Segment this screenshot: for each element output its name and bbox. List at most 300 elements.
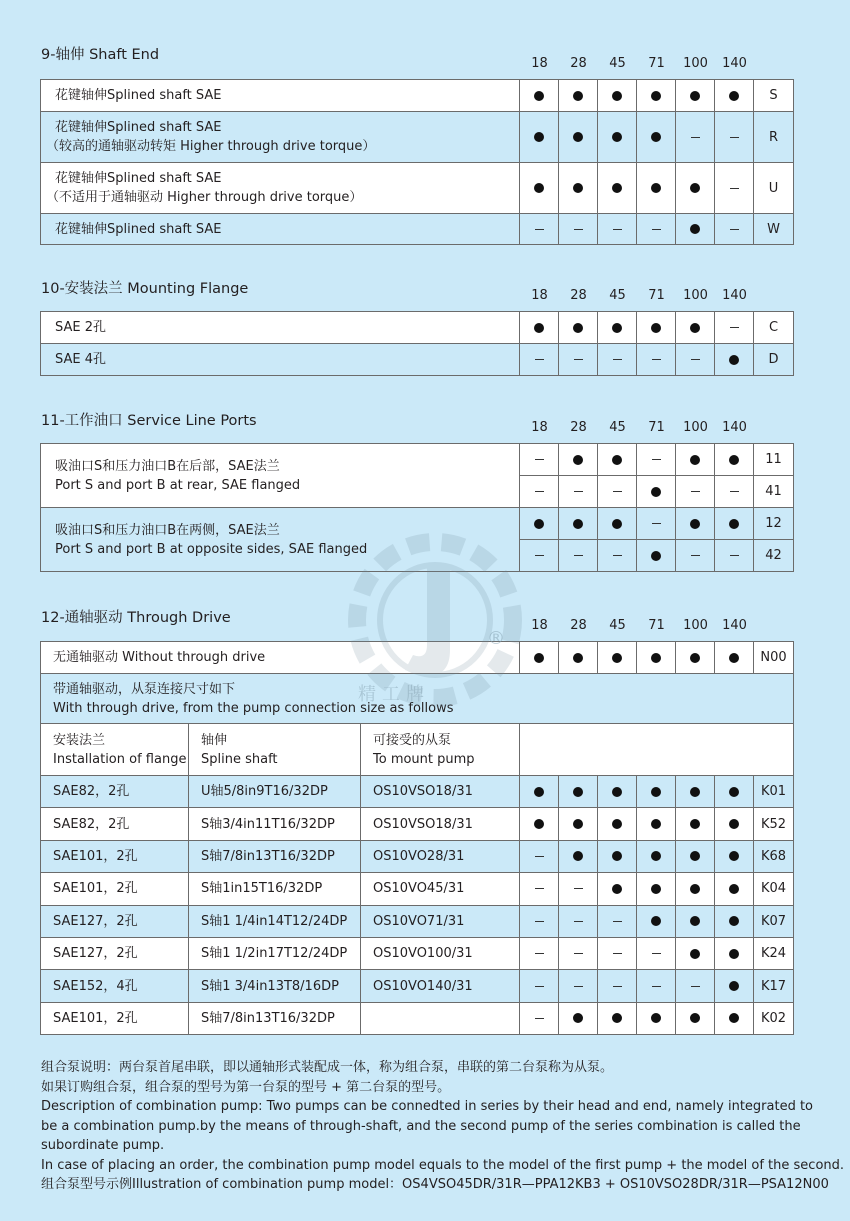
availability-cell [637, 80, 676, 112]
availability-cell [520, 905, 559, 937]
description-line: Port S and port B at rear, SAE flanged [55, 477, 301, 493]
availability-cell [520, 312, 559, 344]
availability-cell [598, 776, 637, 808]
availability-dot-icon [651, 323, 661, 333]
availability-dot-icon [651, 653, 661, 663]
description-line: 花键轴伸Splined shaft SAE [55, 171, 222, 186]
cell-pump: OS10VO71/31 [361, 905, 520, 937]
availability-dot-icon [573, 455, 583, 465]
availability-cell [559, 80, 598, 112]
availability-cell [715, 840, 754, 872]
size-label: 140 [722, 618, 747, 633]
availability-cell [676, 163, 715, 214]
availability-cell [676, 508, 715, 540]
availability-cell [676, 444, 715, 476]
availability-dash-icon [652, 953, 661, 954]
availability-cell [559, 873, 598, 905]
size-label: 18 [531, 420, 548, 435]
availability-cell [559, 214, 598, 245]
cell-shaft: S轴7/8in13T16/32DP [189, 840, 361, 872]
column-header-line: Spline shaft [201, 751, 278, 767]
availability-dot-icon [729, 884, 739, 894]
availability-dot-icon [612, 653, 622, 663]
availability-dash-icon [691, 359, 700, 360]
description-line: 花键轴伸Splined shaft SAE [55, 88, 222, 103]
description-line: 吸油口S和压力油口B在后部，SAE法兰 [55, 458, 280, 474]
availability-cell [559, 937, 598, 969]
availability-dot-icon [534, 91, 544, 101]
model-code: R [754, 112, 794, 163]
availability-cell [559, 508, 598, 540]
model-code: K68 [754, 840, 794, 872]
size-label: 100 [683, 618, 708, 633]
availability-cell [559, 476, 598, 508]
cell-pump: OS10VSO18/31 [361, 808, 520, 840]
availability-dot-icon [612, 819, 622, 829]
availability-dot-icon [612, 1013, 622, 1023]
availability-dot-icon [534, 132, 544, 142]
availability-dot-icon [573, 91, 583, 101]
availability-cell [598, 808, 637, 840]
section-title-shaft-end: 9-轴伸 Shaft End [41, 47, 160, 63]
availability-dash-icon [613, 953, 622, 954]
column-header-line: 安装法兰 [53, 732, 106, 748]
availability-dot-icon [651, 819, 661, 829]
availability-dot-icon [729, 981, 739, 991]
availability-dot-icon [612, 884, 622, 894]
availability-dash-icon [535, 888, 544, 889]
availability-cell [676, 808, 715, 840]
availability-cell [520, 163, 559, 214]
availability-dot-icon [690, 1013, 700, 1023]
availability-dot-icon [690, 323, 700, 333]
availability-dash-icon [613, 555, 622, 556]
size-label: 71 [648, 56, 665, 71]
availability-dot-icon [690, 183, 700, 193]
availability-cell [715, 937, 754, 969]
availability-cell [637, 808, 676, 840]
availability-cell [598, 873, 637, 905]
table-row [41, 163, 794, 214]
size-label: 100 [683, 288, 708, 303]
availability-cell [676, 214, 715, 245]
availability-dash-icon [730, 555, 739, 556]
column-header-line: 轴伸 [201, 732, 228, 748]
availability-dot-icon [651, 787, 661, 797]
availability-cell [598, 163, 637, 214]
size-label: 140 [722, 56, 747, 71]
note-line: Description of combination pump: Two pumps can be connedted in series by their head and end, namely integrated to [41, 1099, 814, 1114]
size-label: 71 [648, 618, 665, 633]
size-label: 100 [683, 56, 708, 71]
availability-cell [598, 540, 637, 572]
table-row [41, 214, 794, 245]
availability-cell [559, 163, 598, 214]
availability-dash-icon [613, 229, 622, 230]
watermark-text: 精工牌 [358, 684, 430, 705]
model-code: K01 [754, 776, 794, 808]
size-label: 45 [609, 420, 626, 435]
availability-cell [715, 642, 754, 674]
cell-flange: SAE101，2孔 [41, 1002, 189, 1034]
availability-dot-icon [729, 819, 739, 829]
availability-dot-icon [729, 787, 739, 797]
table-row [41, 970, 794, 1002]
availability-cell [520, 937, 559, 969]
cell-shaft: S轴1in15T16/32DP [189, 873, 361, 905]
note-line: subordinate pump. [41, 1138, 165, 1153]
availability-cell [637, 344, 676, 376]
availability-cell [559, 444, 598, 476]
availability-cell [637, 214, 676, 245]
availability-cell [559, 112, 598, 163]
availability-dash-icon [574, 888, 583, 889]
column-header [189, 724, 361, 776]
availability-cell [637, 937, 676, 969]
model-code: N00 [754, 642, 794, 674]
availability-cell [637, 540, 676, 572]
availability-dot-icon [612, 519, 622, 529]
model-code: K24 [754, 937, 794, 969]
availability-dot-icon [690, 519, 700, 529]
availability-dot-icon [612, 183, 622, 193]
availability-dot-icon [651, 487, 661, 497]
description-line: 吸油口S和压力油口B在两侧，SAE法兰 [55, 522, 280, 538]
availability-cell [520, 112, 559, 163]
availability-cell [520, 776, 559, 808]
availability-dot-icon [612, 851, 622, 861]
availability-cell [715, 970, 754, 1002]
availability-dot-icon [651, 132, 661, 142]
availability-dot-icon [690, 819, 700, 829]
availability-cell [715, 476, 754, 508]
availability-cell [676, 112, 715, 163]
row-description [41, 312, 520, 344]
availability-cell [520, 873, 559, 905]
availability-cell [637, 970, 676, 1002]
header-spacer [520, 724, 794, 776]
availability-cell [637, 840, 676, 872]
model-code: D [754, 344, 794, 376]
availability-cell [676, 642, 715, 674]
availability-cell [715, 1002, 754, 1034]
availability-dash-icon [574, 229, 583, 230]
availability-cell [676, 312, 715, 344]
availability-cell [637, 873, 676, 905]
cell-flange: SAE127，2孔 [41, 937, 189, 969]
availability-dot-icon [729, 355, 739, 365]
availability-cell [637, 163, 676, 214]
availability-dot-icon [573, 519, 583, 529]
column-header-line: 可接受的从泵 [373, 732, 452, 748]
table-row [41, 344, 794, 376]
availability-dot-icon [612, 132, 622, 142]
description-line: （不适用于通轴驱动 Higher through drive torque） [46, 190, 363, 205]
row-description [41, 112, 520, 163]
availability-cell [598, 214, 637, 245]
table-row [41, 1002, 794, 1034]
size-header-service-line-ports [0, 420, 850, 436]
availability-cell [637, 476, 676, 508]
size-label: 28 [570, 618, 587, 633]
availability-cell [520, 344, 559, 376]
availability-cell [559, 970, 598, 1002]
availability-dot-icon [651, 551, 661, 561]
availability-cell [598, 344, 637, 376]
size-label: 28 [570, 56, 587, 71]
availability-dot-icon [573, 819, 583, 829]
availability-dot-icon [534, 519, 544, 529]
availability-dot-icon [690, 224, 700, 234]
table-row [41, 112, 794, 163]
cell-pump: OS10VO100/31 [361, 937, 520, 969]
availability-cell [715, 344, 754, 376]
availability-cell [676, 344, 715, 376]
availability-cell [676, 905, 715, 937]
model-code: K07 [754, 905, 794, 937]
mounting-flange-table [40, 311, 794, 376]
table-row [41, 873, 794, 905]
cell-shaft: S轴1 1/4in14T12/24DP [189, 905, 361, 937]
availability-dot-icon [651, 851, 661, 861]
availability-dash-icon [574, 491, 583, 492]
column-header [41, 724, 189, 776]
availability-cell [637, 312, 676, 344]
model-code: W [754, 214, 794, 245]
availability-dash-icon [535, 491, 544, 492]
availability-dot-icon [729, 1013, 739, 1023]
availability-cell [559, 642, 598, 674]
shaft-end-table [40, 79, 794, 245]
combination-pump-notes [41, 1058, 845, 1195]
model-code: S [754, 80, 794, 112]
note-line: 如果订购组合泵，组合泵的型号为第一台泵的型号 + 第二台泵的型号。 [41, 1079, 451, 1095]
model-code: K52 [754, 808, 794, 840]
note-line: In case of placing an order, the combination pump model equals to the model of the first pump + the model of the second. [41, 1157, 845, 1173]
availability-dash-icon [535, 921, 544, 922]
availability-dash-icon [574, 986, 583, 987]
availability-cell [598, 312, 637, 344]
availability-cell [598, 476, 637, 508]
section-title-through-drive: 12-通轴驱动 Through Drive [41, 610, 231, 626]
availability-cell [559, 540, 598, 572]
size-label: 28 [570, 288, 587, 303]
model-code: K02 [754, 1002, 794, 1034]
availability-dot-icon [651, 884, 661, 894]
note-line: 组合泵型号示例Illustration of combination pump model：OS4VSO45DR/31R—PPA12KB3 + OS10VSO28DR/31R—PSA12N00 [41, 1177, 829, 1192]
description-line: 花键轴伸Splined shaft SAE [55, 120, 222, 135]
availability-cell [676, 970, 715, 1002]
availability-dot-icon [729, 653, 739, 663]
description-line: With through drive, from the pump connection size as follows [53, 700, 454, 716]
description-line: Port S and port B at opposite sides, SAE flanged [55, 541, 368, 557]
availability-cell [715, 776, 754, 808]
availability-cell [715, 873, 754, 905]
availability-cell [676, 80, 715, 112]
model-code: U [754, 163, 794, 214]
availability-cell [520, 444, 559, 476]
column-header-line: To mount pump [373, 751, 475, 767]
availability-cell [520, 840, 559, 872]
row-description [41, 80, 520, 112]
availability-cell [715, 312, 754, 344]
availability-cell [598, 444, 637, 476]
availability-dot-icon [690, 884, 700, 894]
availability-cell [559, 312, 598, 344]
cell-shaft: S轴7/8in13T16/32DP [189, 1002, 361, 1034]
size-label: 140 [722, 420, 747, 435]
availability-cell [637, 444, 676, 476]
cell-flange: SAE101，2孔 [41, 873, 189, 905]
cell-shaft: S轴1 3/4in13T8/16DP [189, 970, 361, 1002]
availability-dash-icon [652, 459, 661, 460]
availability-dot-icon [573, 787, 583, 797]
cell-shaft: S轴3/4in11T16/32DP [189, 808, 361, 840]
availability-dot-icon [729, 455, 739, 465]
availability-dot-icon [690, 91, 700, 101]
availability-cell [598, 970, 637, 1002]
registered-mark: ® [487, 628, 505, 649]
availability-dot-icon [651, 916, 661, 926]
section-title-service-line-ports: 11-工作油口 Service Line Ports [41, 413, 257, 429]
availability-cell [715, 214, 754, 245]
table-row [41, 80, 794, 112]
availability-cell [715, 808, 754, 840]
availability-cell [598, 642, 637, 674]
model-code: K04 [754, 873, 794, 905]
cell-pump: OS10VO45/31 [361, 873, 520, 905]
availability-dash-icon [535, 229, 544, 230]
size-label: 140 [722, 288, 747, 303]
table-row [41, 444, 794, 476]
size-label: 71 [648, 288, 665, 303]
availability-dash-icon [535, 953, 544, 954]
availability-cell [520, 1002, 559, 1034]
availability-cell [676, 873, 715, 905]
column-header-line: Installation of flange [53, 751, 187, 767]
availability-cell [637, 1002, 676, 1034]
availability-dash-icon [730, 327, 739, 328]
availability-dot-icon [729, 949, 739, 959]
availability-cell [637, 776, 676, 808]
availability-cell [637, 508, 676, 540]
availability-cell [559, 808, 598, 840]
table-row [41, 840, 794, 872]
model-code: 11 [754, 444, 794, 476]
table-row [41, 905, 794, 937]
availability-cell [598, 905, 637, 937]
size-label: 45 [609, 618, 626, 633]
availability-dash-icon [535, 555, 544, 556]
size-header-mounting-flange [0, 288, 850, 304]
availability-dot-icon [612, 323, 622, 333]
description-line: 花键轴伸Splined shaft SAE [55, 221, 222, 237]
availability-cell [520, 476, 559, 508]
availability-dash-icon [730, 137, 739, 138]
availability-cell [637, 112, 676, 163]
model-code: 41 [754, 476, 794, 508]
model-code: 12 [754, 508, 794, 540]
model-code: C [754, 312, 794, 344]
availability-dot-icon [690, 916, 700, 926]
availability-dot-icon [573, 132, 583, 142]
availability-dot-icon [729, 519, 739, 529]
availability-dash-icon [574, 555, 583, 556]
availability-dot-icon [612, 455, 622, 465]
availability-cell [520, 214, 559, 245]
cell-pump: OS10VSO18/31 [361, 776, 520, 808]
availability-cell [715, 508, 754, 540]
availability-dash-icon [730, 188, 739, 189]
availability-cell [598, 937, 637, 969]
availability-dash-icon [535, 986, 544, 987]
cell-pump: OS10VO140/31 [361, 970, 520, 1002]
note-line: be a combination pump.by the means of through-shaft, and the second pump of the series combination is called the [41, 1118, 801, 1134]
availability-dot-icon [534, 819, 544, 829]
availability-cell [676, 937, 715, 969]
note-line: 组合泵说明：两台泵首尾串联，即以通轴形式装配成一体，称为组合泵，串联的第二台泵称为从泵。 [41, 1060, 614, 1075]
description-line: SAE 2孔 [55, 320, 107, 335]
availability-dash-icon [730, 229, 739, 230]
availability-cell [676, 840, 715, 872]
availability-dash-icon [535, 459, 544, 460]
row-description [41, 444, 520, 508]
availability-dash-icon [535, 1018, 544, 1019]
availability-dash-icon [652, 229, 661, 230]
availability-cell [715, 444, 754, 476]
cell-flange: SAE101，2孔 [41, 840, 189, 872]
description-line: 带通轴驱动，从泵连接尺寸如下 [53, 681, 236, 697]
availability-cell [637, 642, 676, 674]
availability-cell [559, 1002, 598, 1034]
availability-cell [676, 540, 715, 572]
availability-cell [559, 344, 598, 376]
model-code: 42 [754, 540, 794, 572]
availability-dash-icon [691, 491, 700, 492]
availability-cell [715, 112, 754, 163]
availability-cell [559, 840, 598, 872]
availability-dash-icon [535, 359, 544, 360]
availability-dot-icon [690, 455, 700, 465]
model-code: K17 [754, 970, 794, 1002]
table-row [41, 776, 794, 808]
size-label: 18 [531, 288, 548, 303]
availability-cell [598, 840, 637, 872]
availability-dot-icon [534, 653, 544, 663]
availability-dot-icon [534, 183, 544, 193]
availability-dot-icon [690, 851, 700, 861]
availability-dash-icon [652, 986, 661, 987]
cell-flange: SAE127，2孔 [41, 905, 189, 937]
availability-dot-icon [534, 323, 544, 333]
size-label: 45 [609, 56, 626, 71]
availability-dash-icon [613, 921, 622, 922]
availability-cell [676, 476, 715, 508]
description-line: SAE 4孔 [55, 352, 107, 367]
cell-shaft: U轴5/8in9T16/32DP [189, 776, 361, 808]
availability-dot-icon [573, 183, 583, 193]
availability-cell [520, 80, 559, 112]
availability-cell [676, 776, 715, 808]
availability-cell [715, 80, 754, 112]
availability-cell [559, 905, 598, 937]
row-description [41, 214, 520, 245]
column-header [361, 724, 520, 776]
availability-dash-icon [613, 491, 622, 492]
size-label: 100 [683, 420, 708, 435]
availability-dash-icon [574, 921, 583, 922]
availability-cell [559, 776, 598, 808]
